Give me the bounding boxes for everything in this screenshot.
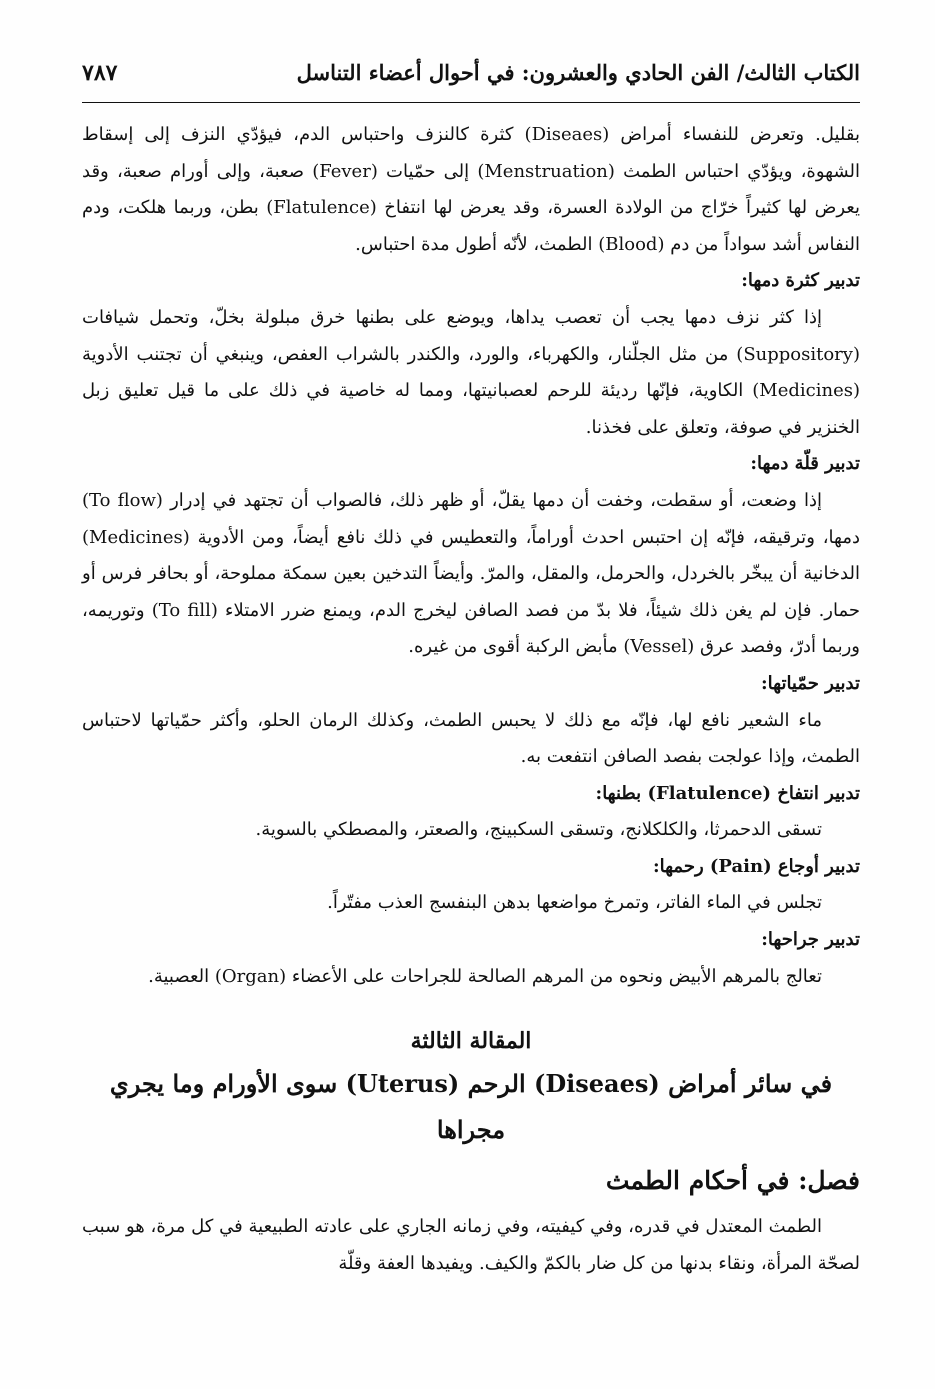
subheading: تدبير قلّة دمها:	[750, 453, 860, 475]
subheading: تدبير جراحها:	[761, 929, 860, 951]
paragraph: تسقى الدحمرثا، والكلكلانج، وتسقى السكبينج، والصعتر، والمصطكي بالسوية.	[255, 819, 822, 841]
paragraph: بقليل. وتعرض للنفساء أمراض (Diseaes) كثرة كالنزف واحتباس الدم، فيؤدّي النزف إلى إسقاط الشهوة، ويؤدّي احتباس الطمث (Menstruation) إلى حمّيات (Fever) صعبة، وإلى أورام صعبة، وقد يعرض لها كثيراً خرّاج من الولادة العسرة، وقد يعرض لها انتفاخ (Flatulence) بطن، وربما هلكت، ودم النفاس أشد سواداً من دم (Blood) الطمث، لأنّه أطول مدة احتباس.	[82, 124, 860, 255]
running-head: الكتاب الثالث/ الفن الحادي والعشرون: في أحوال أعضاء التناسل	[296, 60, 860, 85]
body-text	[82, 117, 860, 1282]
subheading: تدبير أوجاع (Pain) رحمها:	[652, 855, 860, 877]
section-subtitle: في سائر أمراض (Diseaes) الرحم (Uterus) سوى الأورام وما يجري مجراها	[109, 1069, 833, 1145]
paragraph: تجلس في الماء الفاتر، وتمرخ مواضعها بدهن البنفسج العذب مفتّراً.	[327, 892, 822, 914]
paragraph: الطمث المعتدل في قدره، وفي كيفيته، وفي زمانه الجاري على عادته الطبيعية في كل مرة، هو سبب لصحّة المرأة، ونقاء بدنها من كل ضار بالكمّ والكيف. ويفيدها العفة وقلّة	[82, 1216, 860, 1274]
page-number: ٧٨٧	[82, 60, 118, 86]
chapter-heading: فصل: في أحكام الطمث	[605, 1166, 860, 1196]
subheading: تدبير حمّياتها:	[761, 672, 860, 694]
document-page	[82, 0, 860, 1389]
page-header	[82, 60, 860, 103]
section-title: المقالة الثالثة	[410, 1028, 532, 1055]
paragraph: تعالج بالمرهم الأبيض ونحوه من المرهم الصالحة للجراحات على الأعضاء (Organ) العصبية.	[148, 965, 822, 987]
subheading: تدبير انتفاخ (Flatulence) بطنها:	[595, 782, 860, 804]
paragraph: إذا وضعت، أو سقطت، وخفت أن دمها يقلّ، أو ظهر ذلك، فالصواب أن تجتهد في إدرار (To flow) دمها، وترقيقه، فإنّه إن احتبس احدث أوراماً، والتعطيس في ذلك نافع أيضاً، ومن الأدوية (Medicines) الدخانية أن يبخّر بالخردل، والحرمل، والمقل، والمرّ. وأيضاً التدخين بعين سمكة مملوحة، أو بحافر فرس أو حمار. فإن لم يغن ذلك شيئاً، فلا بدّ من فصد الصافن ليخرج الدم، ويمنع ضرر الامتلاء (To fill) وتوريمه، وربما أدرّ، وفصد عرق (Vessel) مأبض الركبة أقوى من غيره.	[82, 489, 860, 658]
subheading: تدبير كثرة دمها:	[741, 270, 860, 292]
paragraph: إذا كثر نزف دمها يجب أن تعصب يداها، ويوضع على بطنها خرق مبلولة بخلّ، وتحمل شيافات (Suppository) من مثل الجلّنار، والكهرباء، والورد، والكندر بالشراب العفص، وينبغي أن تجتنب الأدوية (Medicines) الكاوية، فإنّها رديئة للرحم لعصبانيتها، ومما له خاصية في ذلك على ما قيل تعليق زبل الخنزير في صوفة، وتعلق على فخذنا.	[82, 306, 860, 438]
paragraph: ماء الشعير نافع لها، فإنّه مع ذلك لا يحبس الطمث، وكذلك الرمان الحلو، وأكثر حمّياتها لاحتباس الطمث، وإذا عولجت بفصد الصافن انتفعت به.	[82, 709, 860, 768]
